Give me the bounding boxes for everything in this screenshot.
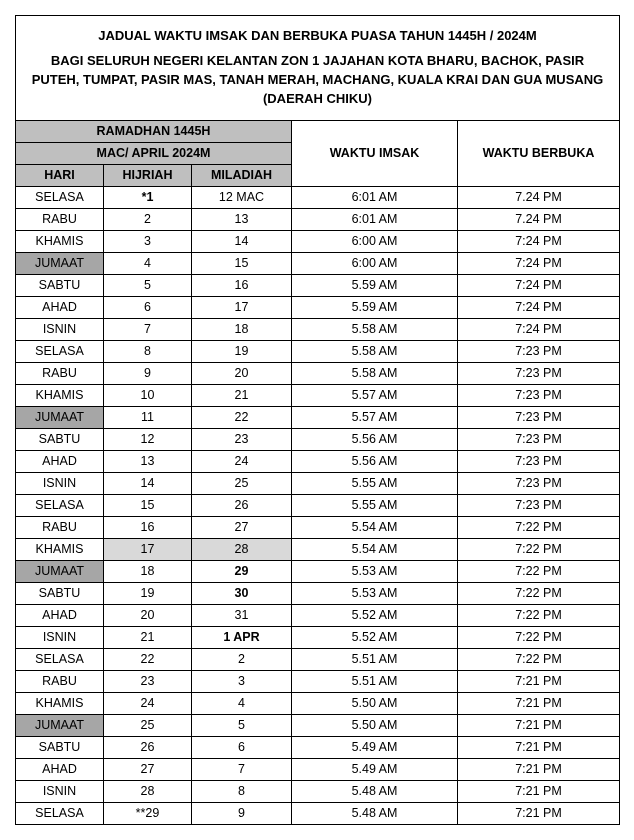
cell-berbuka: 7:24 PM [458,275,620,297]
cell-hijriah: 26 [104,737,192,759]
cell-berbuka: 7:22 PM [458,627,620,649]
cell-hijriah: 18 [104,561,192,583]
cell-imsak: 5.51 AM [292,671,458,693]
cell-miladiah: 7 [192,759,292,781]
cell-imsak: 5.53 AM [292,583,458,605]
table-title-cell [16,16,620,121]
cell-miladiah: 27 [192,517,292,539]
cell-hari: ISNIN [16,781,104,803]
cell-hari: RABU [16,671,104,693]
cell-hijriah: 4 [104,253,192,275]
cell-hijriah: 25 [104,715,192,737]
table-row [16,385,620,407]
cell-hari: SELASA [16,495,104,517]
imsak-berbuka-table [15,15,620,825]
cell-hari: JUMAAT [16,407,104,429]
cell-berbuka: 7:22 PM [458,539,620,561]
cell-hijriah: 15 [104,495,192,517]
cell-hari: KHAMIS [16,693,104,715]
cell-hijriah: 6 [104,297,192,319]
cell-berbuka: 7:22 PM [458,561,620,583]
berbuka-column-header: WAKTU BERBUKA [458,121,620,187]
cell-hari: AHAD [16,759,104,781]
cell-hijriah: *1 [104,187,192,209]
cell-imsak: 5.55 AM [292,473,458,495]
cell-imsak: 5.50 AM [292,715,458,737]
cell-miladiah: 17 [192,297,292,319]
table-row [16,539,620,561]
cell-miladiah: 13 [192,209,292,231]
cell-hijriah: 27 [104,759,192,781]
cell-hari: SELASA [16,803,104,825]
cell-berbuka: 7:24 PM [458,253,620,275]
cell-miladiah: 22 [192,407,292,429]
cell-hari: ISNIN [16,627,104,649]
cell-imsak: 5.50 AM [292,693,458,715]
table-row [16,561,620,583]
table-row [16,649,620,671]
cell-hari: AHAD [16,451,104,473]
cell-miladiah: 31 [192,605,292,627]
cell-imsak: 6:00 AM [292,231,458,253]
cell-hijriah: 11 [104,407,192,429]
cell-berbuka: 7:21 PM [458,737,620,759]
cell-hijriah: 28 [104,781,192,803]
cell-hari: SABTU [16,275,104,297]
cell-imsak: 6:01 AM [292,209,458,231]
table-row [16,363,620,385]
cell-imsak: 5.54 AM [292,539,458,561]
cell-hari: KHAMIS [16,385,104,407]
cell-hari: JUMAAT [16,561,104,583]
table-row [16,715,620,737]
page-subtitle: BAGI SELURUH NEGERI KELANTAN ZON 1 JAJAHAN KOTA BHARU, BACHOK, PASIR PUTEH, TUMPAT, PASIR MAS, TANAH MERAH, MACHANG, KUALA KRAI DAN GUA MUSANG (DAERAH CHIKU) [31,53,604,106]
table-row [16,693,620,715]
cell-miladiah: 3 [192,671,292,693]
cell-imsak: 5.49 AM [292,737,458,759]
table-row [16,759,620,781]
cell-miladiah: 23 [192,429,292,451]
cell-berbuka: 7.24 PM [458,209,620,231]
cell-miladiah: 21 [192,385,292,407]
cell-miladiah: 14 [192,231,292,253]
table-row [16,803,620,825]
cell-imsak: 6:00 AM [292,253,458,275]
cell-hijriah: 3 [104,231,192,253]
cell-hari: RABU [16,209,104,231]
timetable-container [15,15,619,825]
cell-berbuka: 7:23 PM [458,495,620,517]
cell-hari: SELASA [16,649,104,671]
imsak-column-header: WAKTU IMSAK [292,121,458,187]
table-row [16,407,620,429]
cell-imsak: 5.52 AM [292,605,458,627]
cell-hari: KHAMIS [16,539,104,561]
cell-berbuka: 7:21 PM [458,693,620,715]
cell-hijriah: 16 [104,517,192,539]
cell-hari: AHAD [16,297,104,319]
cell-miladiah: 4 [192,693,292,715]
cell-hari: SABTU [16,429,104,451]
table-row [16,187,620,209]
table-row [16,319,620,341]
cell-hijriah: **29 [104,803,192,825]
cell-hijriah: 14 [104,473,192,495]
cell-hijriah: 12 [104,429,192,451]
page-title: JADUAL WAKTU IMSAK DAN BERBUKA PUASA TAHUN 1445H / 2024M [98,28,537,44]
cell-hijriah: 5 [104,275,192,297]
month-hijri-header: RAMADHAN 1445H [16,121,292,143]
cell-imsak: 6:01 AM [292,187,458,209]
cell-hijriah: 23 [104,671,192,693]
cell-berbuka: 7:21 PM [458,671,620,693]
cell-imsak: 5.48 AM [292,803,458,825]
cell-miladiah: 2 [192,649,292,671]
cell-hijriah: 19 [104,583,192,605]
cell-hijriah: 20 [104,605,192,627]
cell-berbuka: 7:23 PM [458,473,620,495]
cell-berbuka: 7:22 PM [458,517,620,539]
cell-berbuka: 7:21 PM [458,715,620,737]
cell-berbuka: 7:21 PM [458,759,620,781]
cell-miladiah: 30 [192,583,292,605]
cell-miladiah: 18 [192,319,292,341]
cell-imsak: 5.55 AM [292,495,458,517]
cell-hari: RABU [16,363,104,385]
cell-imsak: 5.54 AM [292,517,458,539]
cell-hari: SABTU [16,737,104,759]
cell-hari: ISNIN [16,319,104,341]
cell-hari: JUMAAT [16,715,104,737]
cell-berbuka: 7.24 PM [458,187,620,209]
cell-hari: SELASA [16,341,104,363]
table-row [16,341,620,363]
cell-imsak: 5.53 AM [292,561,458,583]
cell-berbuka: 7:24 PM [458,297,620,319]
cell-imsak: 5.56 AM [292,429,458,451]
cell-berbuka: 7:23 PM [458,385,620,407]
cell-miladiah: 19 [192,341,292,363]
table-row [16,275,620,297]
cell-miladiah: 24 [192,451,292,473]
cell-miladiah: 12 MAC [192,187,292,209]
cell-hijriah: 21 [104,627,192,649]
table-row [16,781,620,803]
cell-berbuka: 7:23 PM [458,341,620,363]
cell-hijriah: 22 [104,649,192,671]
hari-column-header: HARI [16,165,104,187]
table-row [16,517,620,539]
cell-hari: SELASA [16,187,104,209]
cell-berbuka: 7:24 PM [458,319,620,341]
cell-hijriah: 8 [104,341,192,363]
cell-hari: KHAMIS [16,231,104,253]
cell-hijriah: 9 [104,363,192,385]
cell-miladiah: 8 [192,781,292,803]
cell-berbuka: 7:23 PM [458,451,620,473]
cell-berbuka: 7:21 PM [458,781,620,803]
cell-imsak: 5.57 AM [292,407,458,429]
cell-hijriah: 17 [104,539,192,561]
cell-hari: AHAD [16,605,104,627]
cell-imsak: 5.58 AM [292,319,458,341]
table-row [16,429,620,451]
cell-imsak: 5.52 AM [292,627,458,649]
cell-miladiah: 16 [192,275,292,297]
table-row [16,671,620,693]
cell-miladiah: 28 [192,539,292,561]
table-row [16,209,620,231]
table-row [16,737,620,759]
cell-miladiah: 26 [192,495,292,517]
month-gregorian-header: MAC/ APRIL 2024M [16,143,292,165]
cell-miladiah: 20 [192,363,292,385]
cell-berbuka: 7:22 PM [458,583,620,605]
cell-imsak: 5.56 AM [292,451,458,473]
cell-berbuka: 7:23 PM [458,363,620,385]
cell-imsak: 5.59 AM [292,275,458,297]
cell-imsak: 5.58 AM [292,341,458,363]
cell-imsak: 5.59 AM [292,297,458,319]
cell-hijriah: 13 [104,451,192,473]
hijriah-column-header: HIJRIAH [104,165,192,187]
cell-hijriah: 24 [104,693,192,715]
cell-miladiah: 15 [192,253,292,275]
cell-miladiah: 5 [192,715,292,737]
cell-miladiah: 6 [192,737,292,759]
cell-hijriah: 2 [104,209,192,231]
cell-hijriah: 10 [104,385,192,407]
cell-hari: SABTU [16,583,104,605]
cell-miladiah: 29 [192,561,292,583]
cell-berbuka: 7:22 PM [458,605,620,627]
cell-berbuka: 7:23 PM [458,407,620,429]
cell-imsak: 5.58 AM [292,363,458,385]
cell-hari: RABU [16,517,104,539]
table-row [16,473,620,495]
cell-imsak: 5.49 AM [292,759,458,781]
table-row [16,627,620,649]
table-row [16,495,620,517]
table-row [16,231,620,253]
table-row [16,605,620,627]
cell-miladiah: 9 [192,803,292,825]
table-row [16,451,620,473]
table-row [16,297,620,319]
cell-berbuka: 7:24 PM [458,231,620,253]
cell-miladiah: 25 [192,473,292,495]
table-row [16,253,620,275]
cell-berbuka: 7:23 PM [458,429,620,451]
cell-hari: ISNIN [16,473,104,495]
cell-imsak: 5.57 AM [292,385,458,407]
cell-berbuka: 7:21 PM [458,803,620,825]
miladiah-column-header: MILADIAH [192,165,292,187]
cell-imsak: 5.48 AM [292,781,458,803]
cell-imsak: 5.51 AM [292,649,458,671]
cell-berbuka: 7:22 PM [458,649,620,671]
table-row [16,583,620,605]
cell-miladiah: 1 APR [192,627,292,649]
cell-hijriah: 7 [104,319,192,341]
cell-hari: JUMAAT [16,253,104,275]
